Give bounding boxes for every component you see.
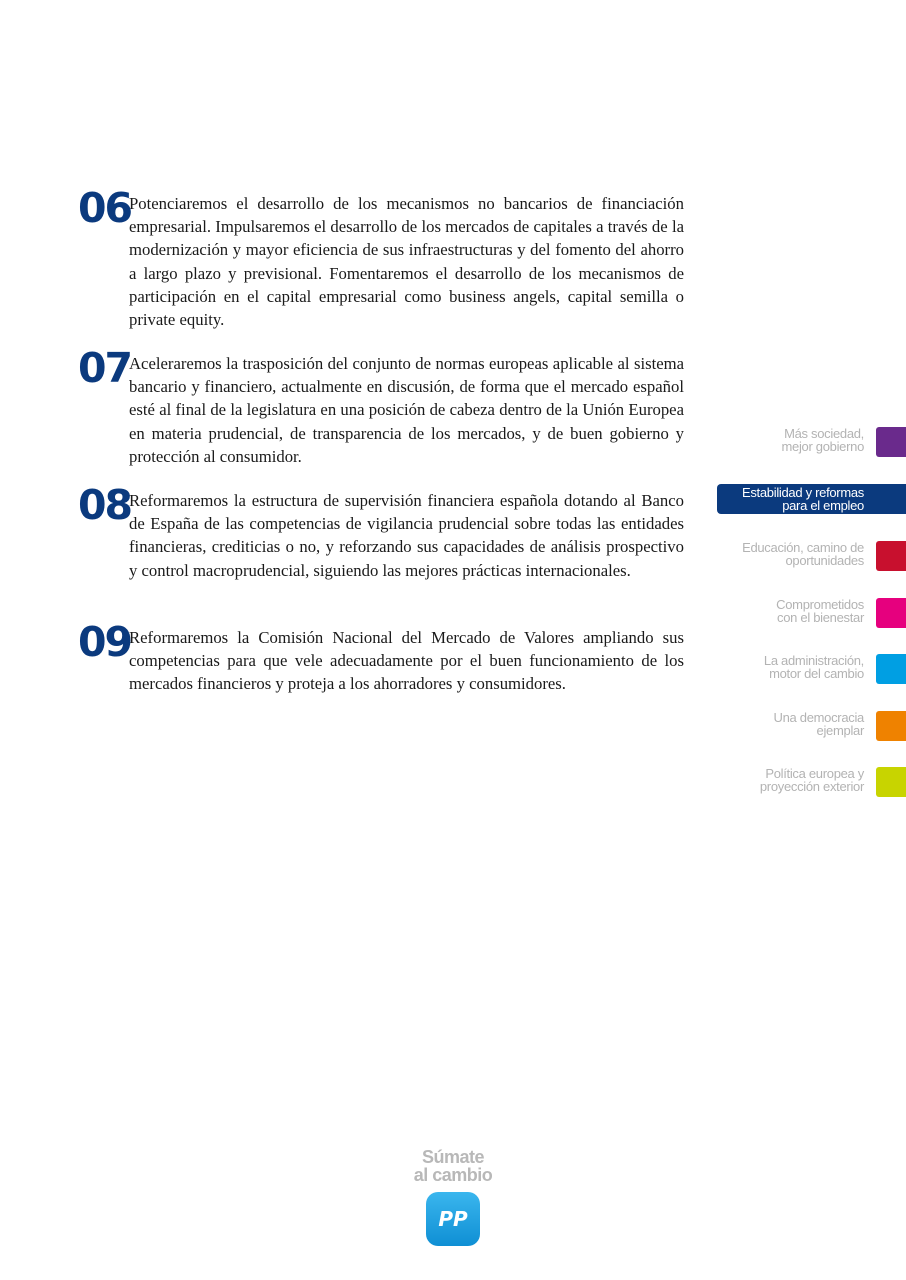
tab-label-line1: Educación, camino de (742, 540, 864, 555)
section-tab-estabilidad-active[interactable] (717, 484, 906, 514)
section-tab-mas-sociedad[interactable] (706, 427, 906, 457)
tab-label-line1: Más sociedad, (784, 426, 864, 441)
tab-label-line2: con el bienestar (777, 610, 864, 625)
section-color-swatch (876, 711, 906, 741)
slogan-line1: Súmate (421, 1147, 485, 1167)
tab-label-line2: oportunidades (785, 553, 864, 568)
pp-logo-icon (426, 1192, 480, 1246)
tab-label-line2: ejemplar (816, 723, 864, 738)
slogan-line2: al cambio (413, 1165, 493, 1185)
proposal-number: 06 (78, 184, 132, 232)
section-tab-politica-europea[interactable] (706, 767, 906, 797)
tab-label-line1: La administración, (763, 653, 864, 668)
proposal-06 (78, 184, 684, 331)
tab-label-line1: Comprometidos (776, 597, 864, 612)
proposal-text: Reformaremos la Comisión Nacional del Mercado de Valores ampliando sus competencias para que vele adecuadamente por el buen funcionamiento de los mercados financieros y proteja a los ahorradores y consumidores. (129, 628, 684, 694)
tab-label-line2: mejor gobierno (781, 439, 864, 454)
tab-label-line1: Una democracia (773, 710, 864, 725)
proposal-08 (78, 481, 684, 582)
proposal-text: Aceleraremos la trasposición del conjunto de normas europeas aplicable al sistema bancario y financiero, actualmente en discusión, de forma que el mercado español esté al final de la legislatura en una posición de cabeza dentro de la Unión Europea en materia prudencial, de transparencia de los mercados, y de buen gobierno y protección al consumidor. (129, 354, 684, 466)
section-color-swatch (876, 654, 906, 684)
proposal-09 (78, 618, 684, 696)
proposal-number: 08 (78, 481, 132, 529)
tab-label-line2: para el empleo (782, 498, 864, 513)
section-color-swatch (876, 427, 906, 457)
proposal-number: 09 (78, 618, 132, 666)
section-color-swatch (876, 598, 906, 628)
tab-label-line2: motor del cambio (769, 666, 864, 681)
section-tab-educacion[interactable] (706, 541, 906, 571)
tab-label-line1: Política europea y (765, 766, 864, 781)
section-color-swatch (876, 767, 906, 797)
section-tab-democracia[interactable] (706, 711, 906, 741)
proposal-07 (78, 344, 684, 468)
tab-label-line1: Estabilidad y reformas (741, 485, 864, 500)
section-color-swatch (876, 541, 906, 571)
proposal-text: Potenciaremos el desarrollo de los mecanismos no bancarios de financiación empresarial. Impulsaremos el desarrollo de los mercados de capitales a través de la modernización y mayor eficiencia de sus infraestructuras y del fomento del ahorro a largo plazo y previsional. Fomentaremos el desarrollo de los mecanismos de participación en el capital empresarial como business angels, capital semilla o private equity. (129, 194, 684, 330)
section-tab-bienestar[interactable] (706, 598, 906, 628)
proposal-text: Reformaremos la estructura de supervisión financiera española dotando al Banco de España de las competencias de vigilancia prudencial sobre todas las entidades financieras, crediticias o no, y reforzando sus capacidades de análisis prospectivo y control macroprudencial, siguiendo las mejores prácticas internacionales. (129, 491, 684, 580)
proposal-number: 07 (78, 344, 132, 392)
footer (400, 1148, 506, 1246)
section-tab-administracion[interactable] (706, 654, 906, 684)
tab-label-line2: proyección exterior (759, 779, 864, 794)
logo-text: PP (438, 1207, 468, 1231)
